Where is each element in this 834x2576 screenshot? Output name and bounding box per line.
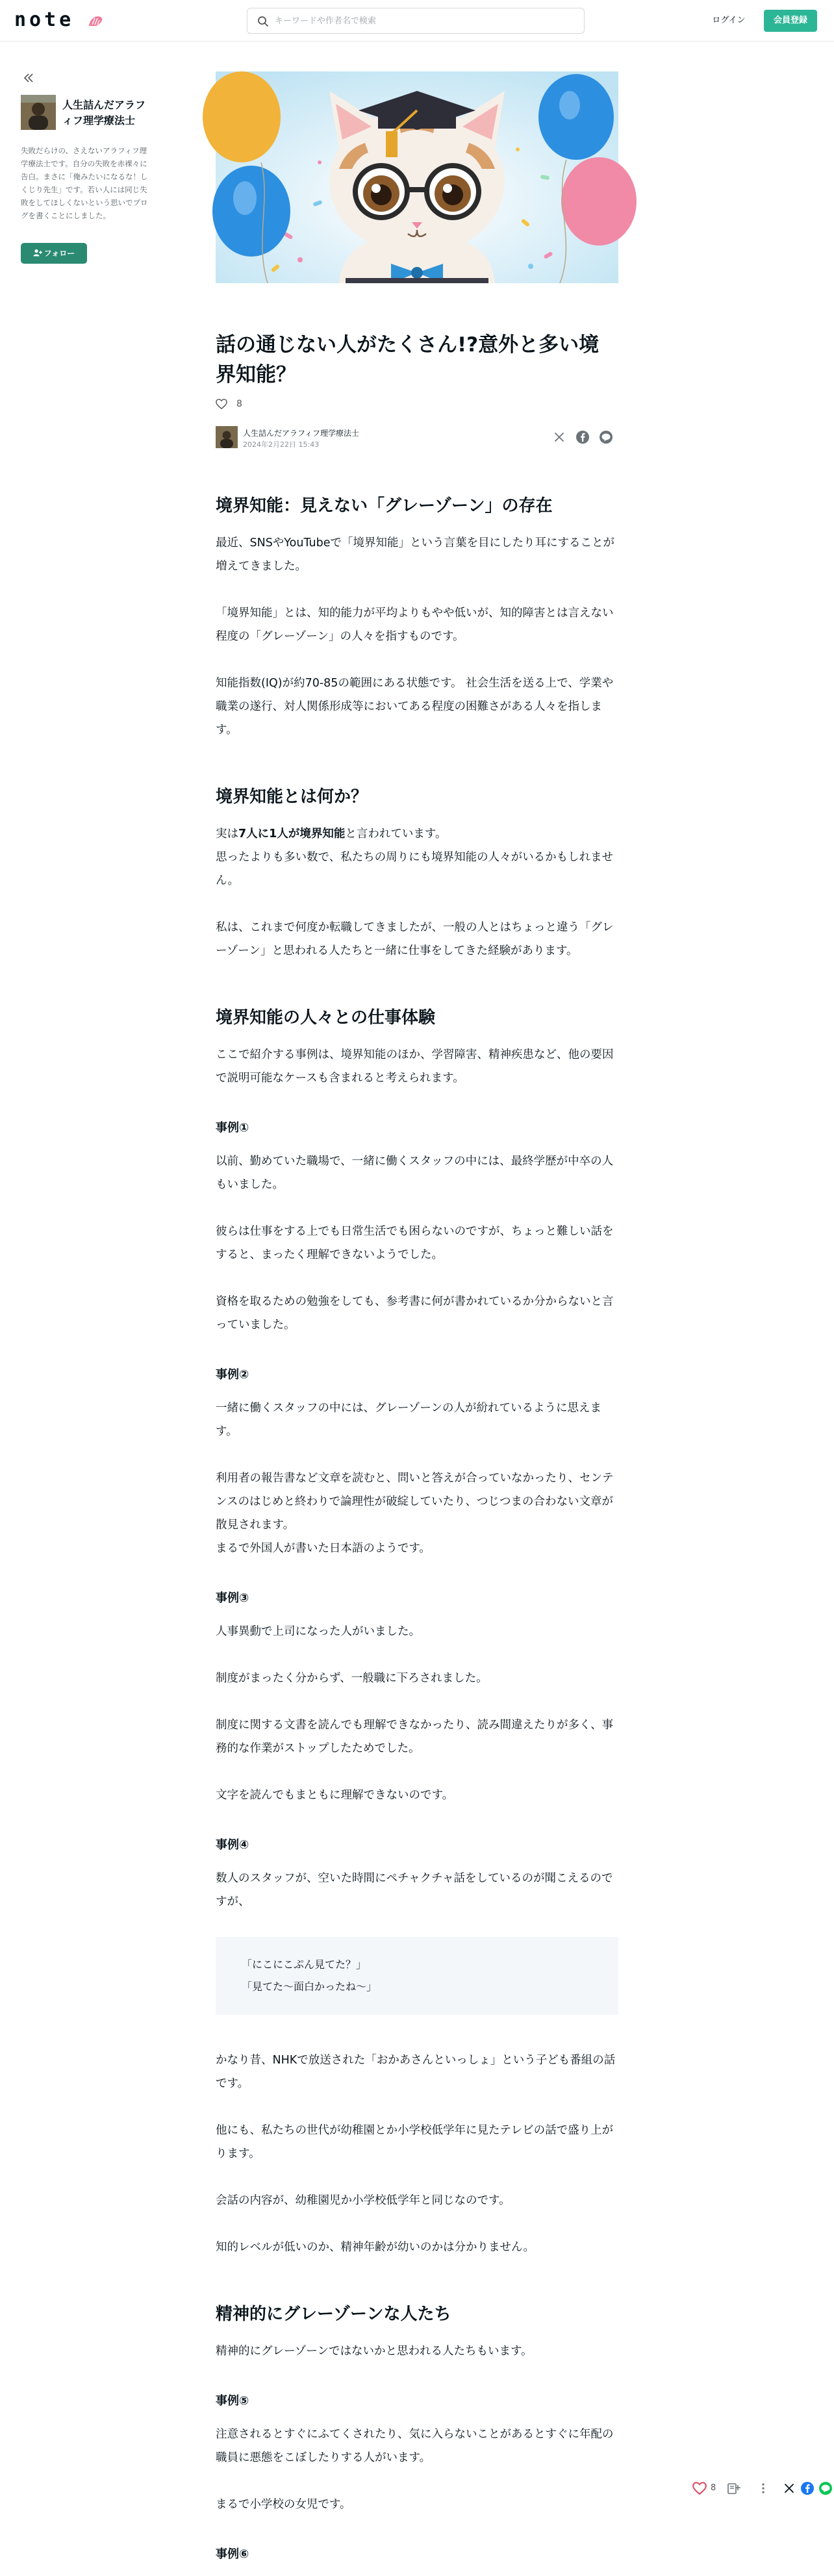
text-span: 利用者の報告書など文章を読むと、問いと答えが合っていなかったり、センテンスのはじめと終わりで論理性が破綻していたり、つじつまの合わない文章が散見されます。 (216, 1472, 614, 1532)
text-span: まるで外国人が書いた日本語のようです。 (216, 1542, 431, 1555)
section-heading-2: 境界知能とは何か？ (216, 787, 368, 807)
line-share-icon[interactable] (599, 430, 613, 444)
more-options-icon[interactable] (756, 2481, 770, 2495)
line-share-bottom-icon[interactable] (818, 2481, 833, 2495)
sidebar-bio: 失敗だらけの、さえないアラフィフ理学療法士です。自分の失敗を赤裸々に告白。まさに「俺みたいになるな！しくじり先生」です。若い人には同じ失敗をしてほしくないという思いでブログを書くことにしました。 (21, 146, 148, 220)
follow-button[interactable] (21, 243, 87, 264)
paragraph: 数人のスタッフが、空いた時間にペチャクチャ話をしているのが聞こえるのですが、 (216, 1872, 613, 1908)
paragraph: 最近、SNSやYouTubeで「境界知能」という言葉を目にしたり耳にすることが増えてきました。 (216, 537, 614, 573)
avatar-image (21, 95, 56, 130)
paragraph: 以前、勤めていた職場で、一緒に働くスタッフの中には、最終学歴が中卒の人もいました。 (216, 1155, 614, 1191)
top-header (0, 0, 834, 42)
like-heart-icon[interactable] (692, 2481, 707, 2495)
quote-line: 「にこにこぷん見てた？」 (242, 1958, 367, 1971)
author-avatar[interactable] (21, 95, 56, 130)
case-heading-4: 事例④ (216, 1838, 249, 1852)
case-heading-1: 事例① (216, 1121, 249, 1135)
paragraph: 一緒に働くスタッフの中には、グレーゾーンの人が紛れているように思えます。 (216, 1402, 601, 1438)
paragraph: 他にも、私たちの世代が幼稚園とか小学校低学年に見たテレビの話で盛り上がります。 (216, 2124, 614, 2160)
article-date: 2024年2月22日 15:43 (243, 440, 320, 449)
paragraph: 制度に関する文書を読んでも理解できなかったり、読み間違えたりが多く、事務的な作業がストップしたためでした。 (216, 1719, 614, 1755)
author-row (216, 425, 618, 451)
article-title: 話の通じない人がたくさん!?意外と多い境界知能？ (216, 333, 600, 386)
paragraph (216, 822, 618, 892)
follow-label: フォロー (44, 249, 75, 258)
text-span: 実は (216, 827, 238, 840)
logo-mark-icon (87, 13, 104, 27)
search-icon[interactable] (257, 15, 270, 28)
paragraph: 私は、これまで何度か転職してきましたが、一般の人とはちょっと違う「グレーゾーン」と思われる人たちと一緒に仕事をしてきた経験があります。 (216, 921, 614, 957)
paragraph: 知的レベルが低いのか、精神年齢が幼いのかは分かりません。 (216, 2241, 535, 2254)
quote-line: 「見てた〜面白かったね〜」 (242, 1980, 377, 1993)
bold-text: 7人に1人が境界知能 (238, 827, 346, 840)
quote-block (216, 1937, 618, 2015)
sidebar-author-name[interactable]: 人生詰んだアラフィフ理学療法士 (62, 99, 146, 127)
paragraph: まるで小学校の女児です。 (216, 2498, 351, 2511)
case-heading-5: 事例⑤ (216, 2394, 249, 2408)
paragraph: 精神的にグレーゾーンではないかと思われる人たちもいます。 (216, 2345, 533, 2358)
section-heading-3: 境界知能の人々との仕事体験 (216, 1008, 436, 1028)
paragraph: 文字を読んでもまともに理解できないのです。 (216, 1789, 454, 1802)
case-heading-6: 事例⑥ (216, 2547, 249, 2561)
bottom-action-bar (689, 2475, 834, 2502)
paragraph: 彼らは仕事をする上でも日常生活でも困らないのですが、ちょっと難しい話をすると、まったく理解できないようでした。 (216, 1225, 614, 1261)
bottom-like-count: 8 (711, 2483, 716, 2493)
facebook-share-icon[interactable] (575, 430, 590, 444)
paragraph: 会話の内容が、幼稚園児か小学校低学年と同じなのです。 (216, 2194, 511, 2207)
author-avatar-small[interactable] (216, 426, 238, 448)
collapse-sidebar-icon[interactable] (21, 70, 36, 86)
author-avatar-image (216, 426, 238, 448)
note-logo[interactable]: note (14, 8, 75, 31)
section-heading-1: 境界知能：見えない「グレーゾーン」の存在 (216, 496, 553, 516)
magazine-add-icon[interactable] (726, 2481, 740, 2495)
text-span: と言われています。 (345, 827, 447, 840)
text-span: 思ったよりも多い数で、私たちの周りにも境界知能の人々がいるかもしれません。 (216, 851, 614, 887)
search-input[interactable] (275, 8, 574, 33)
paragraph: 資格を取るための勉強をしても、参考書に何が書かれているか分からないと言っていました。 (216, 1295, 614, 1332)
x-share-bottom-icon[interactable] (782, 2481, 796, 2495)
case-heading-2: 事例② (216, 1368, 249, 1382)
add-user-icon (33, 249, 42, 257)
paragraph (216, 1467, 618, 1560)
heart-icon[interactable] (216, 398, 227, 410)
x-share-icon[interactable] (552, 430, 566, 444)
paragraph: 注意されるとすぐにふてくされたり、気に入らないことがあるとすぐに年配の職員に悪態をこぼしたりする人がいます。 (216, 2428, 614, 2464)
paragraph: ここで紹介する事例は、境界知能のほか、学習障害、精神疾患など、他の要因で説明可能なケースも含まれると考えられます。 (216, 1048, 614, 1085)
signup-button[interactable]: 会員登録 (764, 10, 817, 32)
cat-graduate-illustration (216, 71, 618, 283)
paragraph: 知能指数(IQ)が約70-85の範囲にある状態です。 社会生活を送る上で、学業や職業の遂行、対人関係形成等においてある程度の困難さがある人々を指します。 (216, 677, 614, 737)
paragraph: 人事異動で上司になった人がいました。 (216, 1625, 420, 1638)
article-hero-image (216, 71, 618, 283)
paragraph: 「境界知能」とは、知的能力が平均よりもやや低いが、知的障害とは言えない程度の「グレーゾーン」の人々を指すものです。 (216, 607, 614, 643)
article-body (216, 330, 618, 2576)
case-heading-3: 事例③ (216, 1591, 249, 1605)
section-heading-4: 精神的にグレーゾーンな人たち (216, 2305, 451, 2324)
search-box (247, 8, 585, 34)
facebook-share-bottom-icon[interactable] (800, 2481, 815, 2495)
article-author-name[interactable]: 人生詰んだアラフィフ理学療法士 (243, 429, 360, 438)
like-count: 8 (236, 399, 242, 409)
login-button[interactable]: ログイン (712, 16, 746, 25)
like-row (216, 396, 618, 412)
paragraph: 制度がまったく分からず、一般職に下ろされました。 (216, 1672, 488, 1685)
paragraph: かなり昔、NHKで放送された「おかあさんといっしょ」という子ども番組の話です。 (216, 2054, 616, 2090)
